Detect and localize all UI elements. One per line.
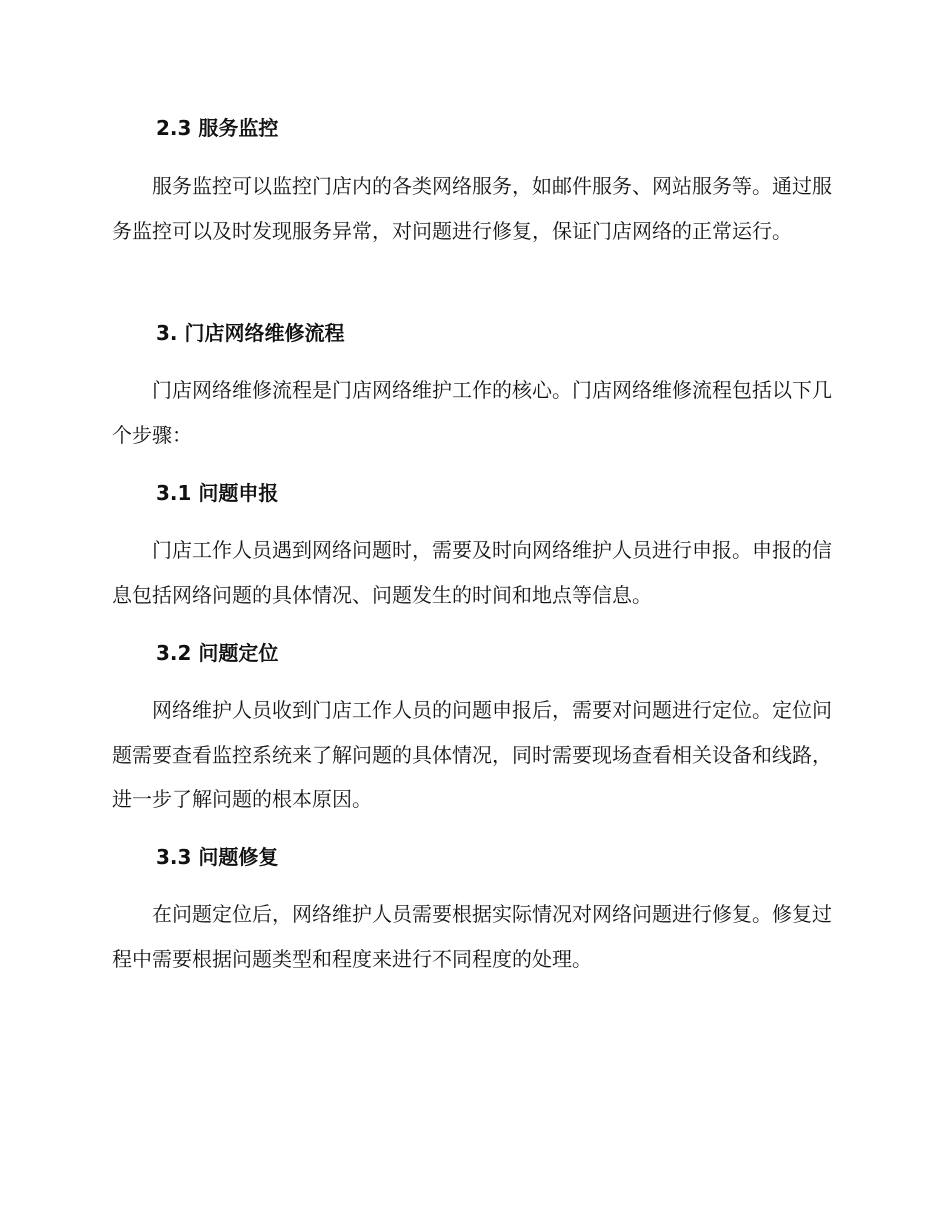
section-text-problem-report: 门店工作人员遇到网络问题时，需要及时向网络维护人员进行申报。申报的信息包括网络问题的具体情况、问题发生的时间和地点等信息。	[112, 538, 832, 607]
section-heading-problem-locate: 3.2 问题定位	[156, 641, 279, 665]
section-text-problem-locate: 网络维护人员收到门店工作人员的问题申报后，需要对问题进行定位。定位问题需要查看监控系统来了解问题的具体情况，同时需要现场查看相关设备和线路，进一步了解问题的根本原因。	[112, 698, 832, 811]
section-text-repair-process: 门店网络维修流程是门店网络维护工作的核心。门店网络维修流程包括以下几个步骤：	[112, 378, 832, 447]
section-heading-repair-process: 3. 门店网络维修流程	[156, 321, 345, 345]
section-text-problem-fix: 在问题定位后，网络维护人员需要根据实际情况对网络问题进行修复。修复过程中需要根据问题类型和程度来进行不同程度的处理。	[112, 902, 832, 971]
section-heading-service-monitoring: 2.3 服务监控	[156, 116, 279, 140]
section-text-service-monitoring: 服务监控可以监控门店内的各类网络服务，如邮件服务、网站服务等。通过服务监控可以及时发现服务异常，对问题进行修复，保证门店网络的正常运行。	[112, 174, 832, 243]
section-heading-problem-fix: 3.3 问题修复	[156, 845, 279, 869]
section-heading-problem-report: 3.1 问题申报	[156, 481, 279, 505]
